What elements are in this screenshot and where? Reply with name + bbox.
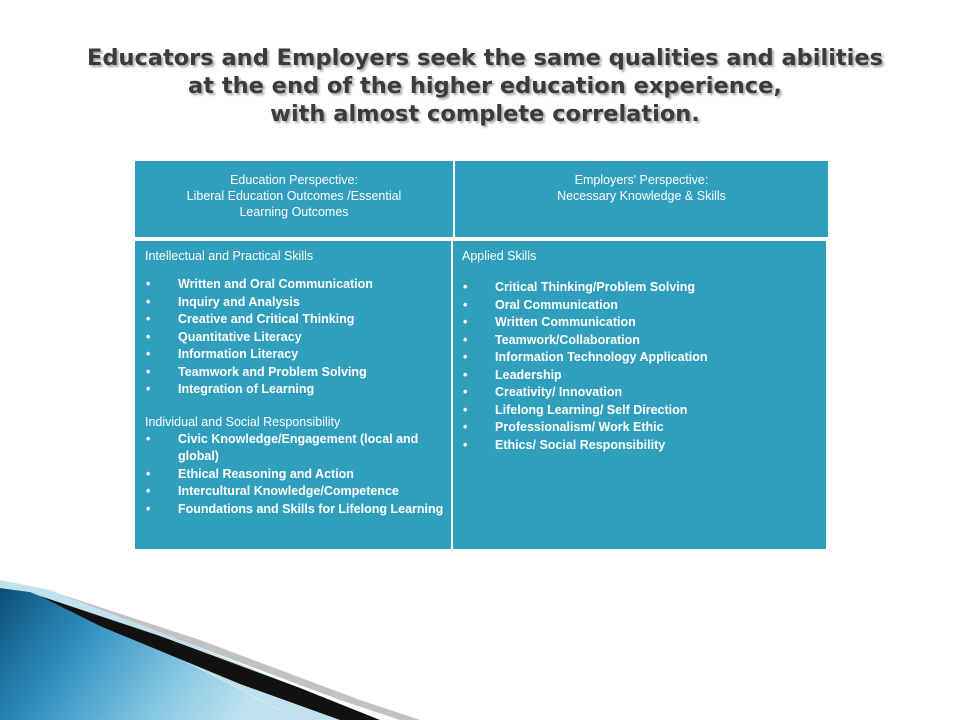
list-item-text: Professionalism/ Work Ethic bbox=[495, 420, 664, 434]
list-item-text: Foundations and Skills for Lifelong Learning bbox=[178, 501, 444, 516]
list-item bbox=[145, 483, 451, 501]
bullet-icon: • bbox=[463, 367, 468, 382]
education-outcomes-column bbox=[135, 241, 453, 549]
list-item bbox=[145, 276, 451, 294]
title-line-3: with almost complete correlation. bbox=[270, 101, 700, 127]
bullet-icon: • bbox=[463, 280, 468, 294]
list-item bbox=[145, 329, 451, 347]
list-item-text: Teamwork and Problem Solving bbox=[178, 364, 367, 379]
list-item bbox=[145, 381, 451, 399]
list-item bbox=[462, 384, 826, 402]
bullet-icon: • bbox=[146, 382, 151, 396]
applied-skills-list bbox=[462, 279, 826, 454]
list-item-text: Ethics/ Social Responsibility bbox=[495, 437, 666, 452]
bullet-icon: • bbox=[146, 294, 151, 309]
list-item-text: Quantitative Literacy bbox=[178, 329, 302, 344]
education-perspective-header bbox=[135, 161, 455, 237]
swoosh-blue-band bbox=[0, 588, 300, 720]
list-item bbox=[145, 294, 451, 312]
list-item-text: Creativity/ Innovation bbox=[495, 385, 623, 399]
header-right-line-1: Employers' Perspective: bbox=[574, 173, 709, 187]
bullet-icon: • bbox=[146, 466, 151, 481]
employer-skills-column bbox=[453, 241, 826, 549]
list-item-text: Information Literacy bbox=[178, 347, 299, 361]
list-item-text: Intercultural Knowledge/Competence bbox=[178, 484, 399, 498]
header-row bbox=[135, 161, 828, 237]
list-item-text: Information Technology Application bbox=[495, 350, 708, 364]
list-item-text: Integration of Learning bbox=[178, 382, 315, 396]
list-item bbox=[462, 332, 826, 350]
swoosh-black-stripe bbox=[40, 596, 380, 720]
title-line-2: at the end of the higher education experience, bbox=[188, 73, 782, 99]
bullet-icon: • bbox=[463, 385, 468, 399]
bullet-icon: • bbox=[146, 347, 151, 361]
section-heading-intellectual: Intellectual and Practical Skills bbox=[145, 249, 314, 263]
list-item-text: Critical Thinking/Problem Solving bbox=[495, 280, 696, 294]
header-left-line-3: Learning Outcomes bbox=[239, 205, 349, 219]
list-item-text: Creative and Critical Thinking bbox=[178, 312, 355, 326]
title-line-1: Educators and Employers seek the same qualities and abilities bbox=[86, 45, 884, 71]
bullet-icon: • bbox=[463, 350, 468, 364]
bullet-icon: • bbox=[463, 437, 468, 452]
comparison-table bbox=[135, 241, 826, 549]
bullet-icon: • bbox=[146, 329, 151, 344]
section-heading-applied: Applied Skills bbox=[462, 249, 537, 263]
bullet-icon: • bbox=[463, 402, 468, 417]
list-item bbox=[462, 349, 826, 367]
list-item bbox=[462, 297, 826, 315]
slide-title bbox=[60, 44, 910, 128]
header-left-line-2: Liberal Education Outcomes /Essential bbox=[186, 189, 402, 203]
section-heading-social: Individual and Social Responsibility bbox=[145, 414, 341, 429]
list-item-text: Oral Communication bbox=[495, 297, 618, 312]
list-item bbox=[462, 419, 826, 437]
swoosh-gray-line bbox=[60, 594, 420, 720]
bullet-icon: • bbox=[146, 277, 151, 291]
list-item bbox=[145, 311, 451, 329]
list-item bbox=[145, 466, 451, 484]
list-item-text: Lifelong Learning/ Self Direction bbox=[495, 402, 688, 417]
list-item bbox=[462, 279, 826, 297]
intellectual-skills-list bbox=[145, 276, 451, 399]
bullet-icon: • bbox=[463, 297, 468, 312]
list-item-text: Written and Oral Communication bbox=[178, 277, 373, 291]
list-item bbox=[145, 346, 451, 364]
social-responsibility-list bbox=[145, 431, 451, 519]
list-item-text: Teamwork/Collaboration bbox=[495, 332, 640, 347]
employers-perspective-header bbox=[455, 161, 828, 237]
list-item-text: Civic Knowledge/Engagement (local and global) bbox=[178, 431, 419, 463]
list-item bbox=[462, 367, 826, 385]
swoosh-light-stripe bbox=[0, 580, 370, 720]
bullet-icon: • bbox=[463, 315, 468, 329]
bullet-icon: • bbox=[463, 332, 468, 347]
list-item bbox=[462, 402, 826, 420]
list-item-text: Ethical Reasoning and Action bbox=[178, 466, 354, 481]
bullet-icon: • bbox=[146, 312, 151, 326]
bullet-icon: • bbox=[463, 420, 468, 434]
list-item bbox=[145, 501, 451, 519]
bullet-icon: • bbox=[146, 484, 151, 498]
list-item bbox=[462, 437, 826, 455]
header-right-line-2: Necessary Knowledge & Skills bbox=[557, 189, 726, 203]
bullet-icon: • bbox=[146, 364, 151, 379]
list-item-text: Leadership bbox=[495, 367, 562, 382]
list-item-text: Written Communication bbox=[495, 315, 636, 329]
bullet-icon: • bbox=[146, 431, 151, 446]
bullet-icon: • bbox=[146, 501, 151, 516]
list-item bbox=[462, 314, 826, 332]
list-item-text: Inquiry and Analysis bbox=[178, 294, 300, 309]
list-item bbox=[145, 431, 451, 466]
list-item bbox=[145, 364, 451, 382]
header-left-line-1: Education Perspective: bbox=[230, 173, 358, 187]
